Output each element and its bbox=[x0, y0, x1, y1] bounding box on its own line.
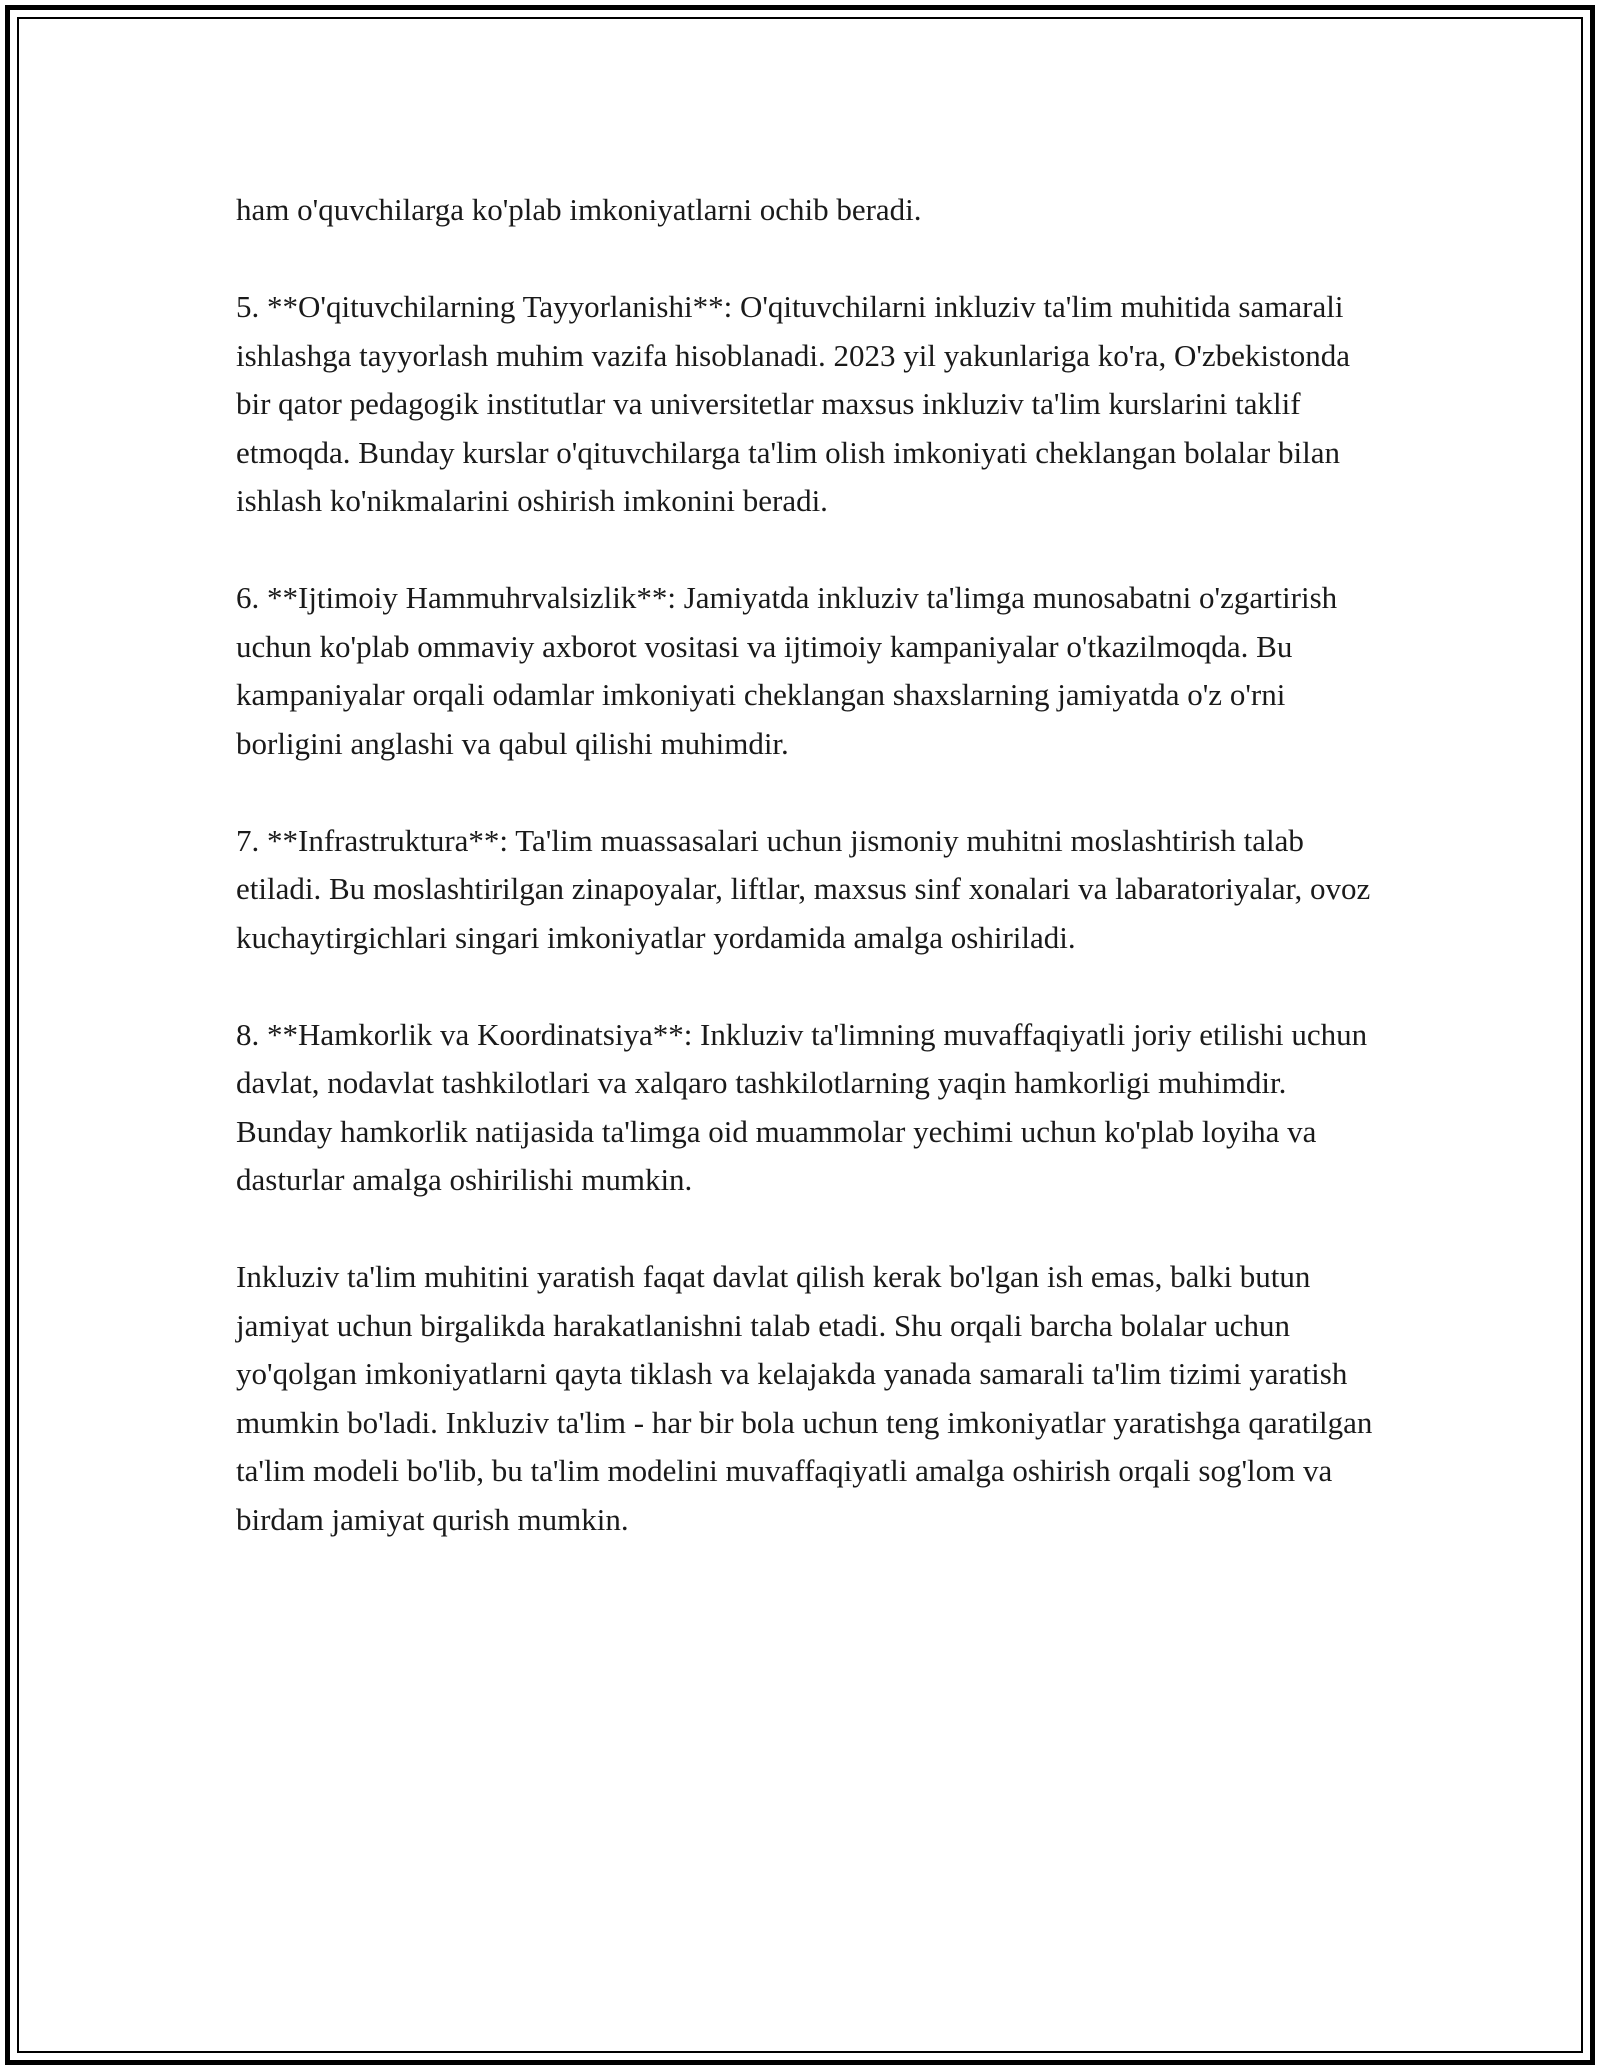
paragraph-continuation: ham o'quvchilarga ko'plab imkoniyatlarni ochib beradi. bbox=[236, 192, 922, 227]
paragraph-item-8: 8. **Hamkorlik va Koordinatsiya**: Inkluziv ta'limning muvaffaqiyatli joriy etilishi uchun davlat, nodavlat tashkilotlari va xalqaro tashkilotlarning yaqin hamkorligi muhimdir. Bunday hamkorlik natijasida ta'limga oid muammolar yechimi uchun ko'plab loyiha va dasturlar amalga oshirilishi mumkin. bbox=[236, 1016, 1368, 1197]
paragraph-item-6: 6. **Ijtimoiy Hammuhrvalsizlik**: Jamiyatda inkluziv ta'limga munosabatni o'zgartirish uchun ko'plab ommaviy axborot vositasi va ijtimoiy kampaniyalar o'tkazilmoqda. Bu kampaniyalar orqali odamlar imkoniyati cheklangan shaxslarning jamiyatda o'z o'rni borligini anglashi va qabul qilishi muhimdir. bbox=[236, 580, 1338, 761]
paragraph-conclusion: Inkluziv ta'lim muhitini yaratish faqat davlat qilish kerak bo'lgan ish emas, balki butun jamiyat uchun birgalikda harakatlanishni talab etadi. Shu orqali barcha bolalar uchun yo'qolgan imkoniyatlarni qayta tiklash va kelajakda yanada samarali ta'lim tizimi yaratish mumkin bo'ladi. Inkluziv ta'lim - har bir bola uchun teng imkoniyatlar yaratishga qaratilgan ta'lim modeli bo'lib, bu ta'lim modelini muvaffaqiyatli amalga oshirish orqali sog'lom va birdam jamiyat qurish mumkin. bbox=[236, 1259, 1373, 1537]
document-body bbox=[236, 186, 1376, 1544]
paragraph-item-5: 5. **O'qituvchilarning Tayyorlanishi**: O'qituvchilarni inkluziv ta'lim muhitida samarali ishlashga tayyorlash muhim vazifa hisoblanadi. 2023 yil yakunlariga ko'ra, O'zbekistonda bir qator pedagogik institutlar va universitetlar maxsus inkluziv ta'lim kurslarini taklif etmoqda. Bunday kurslar o'qituvchilarga ta'lim olish imkoniyati cheklangan bolalar bilan ishlash ko'nikmalarini oshirish imkonini beradi. bbox=[236, 289, 1350, 518]
paragraph-item-7: 7. **Infrastruktura**: Ta'lim muassasalari uchun jismoniy muhitni moslashtirish talab etiladi. Bu moslashtirilgan zinapoyalar, liftlar, maxsus sinf xonalari va labaratoriyalar, ovoz kuchaytirgichlari singari imkoniyatlar yordamida amalga oshiriladi. bbox=[236, 822, 1371, 955]
